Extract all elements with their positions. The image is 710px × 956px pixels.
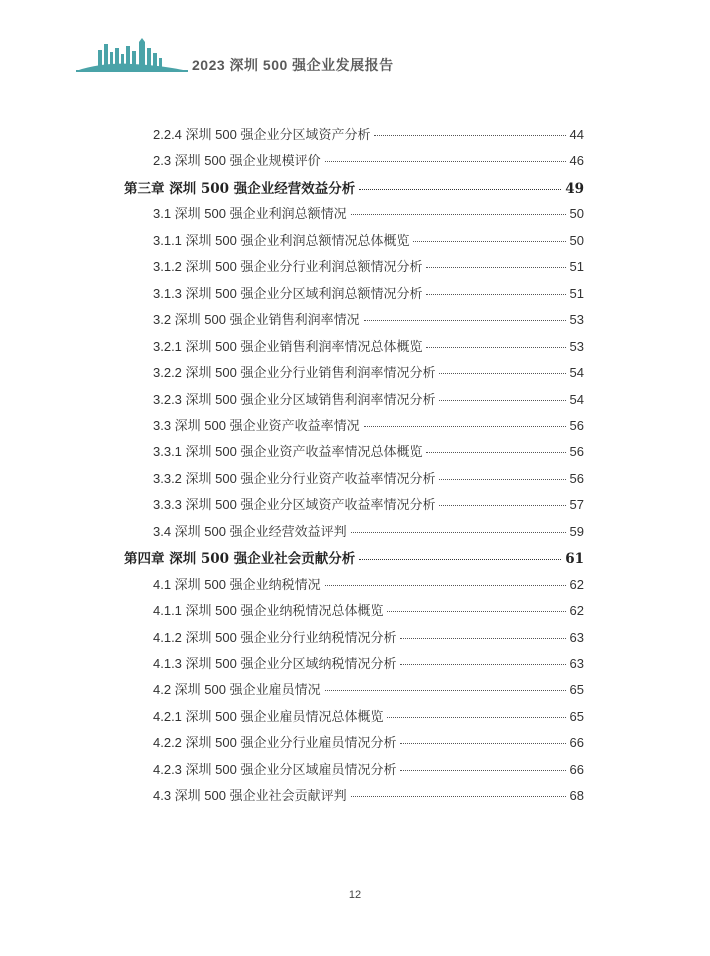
toc-entry-page: 49 [565,181,584,197]
toc-entry[interactable] [153,494,584,512]
toc-entry-label: 3.3.2 深圳 500 强企业分行业资产收益率情况分析 [153,471,436,486]
toc-entry-label: 3.1.2 深圳 500 强企业分行业利润总额情况分析 [153,259,423,274]
toc-entry-label: 2.3 深圳 500 强企业规模评价 [153,153,321,168]
dot-leader [351,796,566,797]
dot-leader [374,135,565,136]
dot-leader [400,770,565,771]
toc-entry-label: 3.3.3 深圳 500 强企业分区域资产收益率情况分析 [153,497,436,512]
toc-entry-page: 54 [569,392,584,407]
dot-leader [439,373,565,374]
dot-leader [400,743,565,744]
toc-entry-label: 3.3.1 深圳 500 强企业资产收益率情况总体概览 [153,444,423,459]
toc-entry[interactable] [153,203,584,221]
toc-entry-page: 61 [565,551,584,567]
toc-chapter-entry[interactable] [124,177,584,195]
dot-leader [426,347,565,348]
toc-entry-page: 54 [569,365,584,380]
toc-entry[interactable] [153,706,584,724]
toc-entry[interactable] [153,389,584,407]
toc-entry-page: 51 [569,259,584,274]
page-number: 12 [348,889,362,901]
dot-leader [439,479,565,480]
toc-entry[interactable] [153,679,584,697]
dot-leader [400,664,565,665]
dot-leader [325,161,566,162]
toc-entry-label: 3.1.1 深圳 500 强企业利润总额情况总体概览 [153,233,410,248]
toc-entry-page: 68 [569,788,584,803]
dot-leader [387,611,565,612]
toc-entry[interactable] [153,362,584,380]
dot-leader [359,189,561,190]
dot-leader [325,585,566,586]
toc-entry[interactable] [153,336,584,354]
toc-entry-page: 51 [569,286,584,301]
toc-entry-page: 63 [569,656,584,671]
dot-leader [400,638,565,639]
city-skyline-logo-icon [76,36,188,72]
report-title: 2023 深圳 500 强企业发展报告 [192,57,394,73]
dot-leader [426,267,565,268]
toc-entry-label: 3.3 深圳 500 强企业资产收益率情况 [153,418,360,433]
toc-entry-page: 53 [569,339,584,354]
dot-leader [325,690,566,691]
toc-entry-label: 4.1 深圳 500 强企业纳税情况 [153,577,321,592]
toc-entry[interactable] [153,124,584,142]
toc-entry-page: 46 [569,153,584,168]
toc-entry-page: 57 [569,497,584,512]
toc-entry[interactable] [153,759,584,777]
toc-entry-label: 4.2.1 深圳 500 强企业雇员情况总体概览 [153,709,384,724]
toc-entry-page: 56 [569,444,584,459]
toc-entry[interactable] [153,415,584,433]
toc-entry[interactable] [153,600,584,618]
dot-leader [359,559,561,560]
toc-entry-page: 50 [569,233,584,248]
toc-entry-label: 4.2.3 深圳 500 强企业分区域雇员情况分析 [153,762,397,777]
dot-leader [351,214,566,215]
toc-entry-page: 59 [569,524,584,539]
toc-entry[interactable] [153,150,584,168]
dot-leader [439,505,565,506]
toc-entry-page: 62 [569,603,584,618]
toc-entry-page: 56 [569,471,584,486]
toc-entry-label: 2.2.4 深圳 500 强企业分区域资产分析 [153,127,371,142]
toc-entry[interactable] [153,627,584,645]
toc-entry-page: 53 [569,312,584,327]
toc-entry-label: 3.2.3 深圳 500 强企业分区域销售利润率情况分析 [153,392,436,407]
toc-entry-label: 4.1.1 深圳 500 强企业纳税情况总体概览 [153,603,384,618]
toc-entry-label: 第三章 深圳 500 强企业经营效益分析 [124,181,356,197]
toc-entry-page: 66 [569,762,584,777]
toc-entry-label: 4.2.2 深圳 500 强企业分行业雇员情况分析 [153,735,397,750]
toc-entry-label: 3.1.3 深圳 500 强企业分区域利润总额情况分析 [153,286,423,301]
page-header [0,0,710,80]
toc-entry-page: 65 [569,709,584,724]
dot-leader [364,426,566,427]
toc-entry-label: 3.4 深圳 500 强企业经营效益评判 [153,524,347,539]
toc-entry[interactable] [153,256,584,274]
toc-entry-label: 4.1.3 深圳 500 强企业分区域纳税情况分析 [153,656,397,671]
toc-entry[interactable] [153,468,584,486]
toc-entry[interactable] [153,574,584,592]
toc-entry-page: 63 [569,630,584,645]
toc-entry-label: 3.2.2 深圳 500 强企业分行业销售利润率情况分析 [153,365,436,380]
toc-entry[interactable] [153,309,584,327]
dot-leader [413,241,565,242]
toc-entry-page: 44 [569,127,584,142]
dot-leader [426,452,565,453]
toc-entry-label: 第四章 深圳 500 强企业社会贡献分析 [124,551,356,567]
toc-entry[interactable] [153,521,584,539]
toc-entry[interactable] [153,785,584,803]
dot-leader [439,400,565,401]
toc-entry[interactable] [153,441,584,459]
dot-leader [426,294,565,295]
toc-entry-label: 4.1.2 深圳 500 强企业分行业纳税情况分析 [153,630,397,645]
toc-entry[interactable] [153,732,584,750]
toc-entry-page: 62 [569,577,584,592]
toc-entry[interactable] [153,230,584,248]
dot-leader [351,532,566,533]
dot-leader [387,717,565,718]
toc-entry-label: 3.2.1 深圳 500 强企业销售利润率情况总体概览 [153,339,423,354]
toc-entry-page: 56 [569,418,584,433]
toc-entry-label: 3.2 深圳 500 强企业销售利润率情况 [153,312,360,327]
toc-entry-label: 3.1 深圳 500 强企业利润总额情况 [153,206,347,221]
toc-entry[interactable] [153,653,584,671]
toc-entry-label: 4.3 深圳 500 强企业社会贡献评判 [153,788,347,803]
dot-leader [364,320,566,321]
toc-entry-page: 66 [569,735,584,750]
toc-entry-page: 50 [569,206,584,221]
toc-entry-page: 65 [569,682,584,697]
toc-chapter-entry[interactable] [124,547,584,565]
toc-entry-label: 4.2 深圳 500 强企业雇员情况 [153,682,321,697]
toc-entry[interactable] [153,283,584,301]
